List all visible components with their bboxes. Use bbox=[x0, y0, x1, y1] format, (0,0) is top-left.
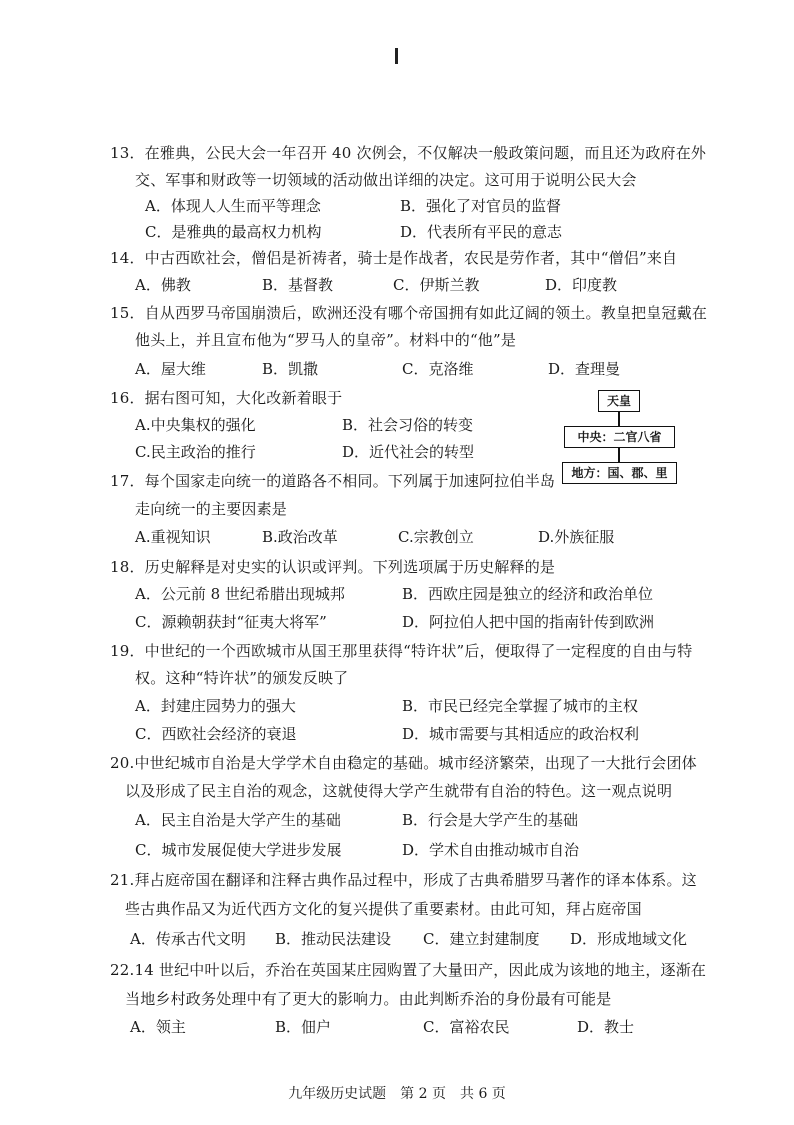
q21-option-b[interactable]: B．推动民法建设 bbox=[275, 930, 392, 948]
q19-option-d[interactable]: D．城市需要与其相适应的政治权利 bbox=[402, 725, 640, 743]
q17-option-c[interactable]: C.宗教创立 bbox=[398, 528, 474, 546]
q18-stem-line1: 18．历史解释是对史实的认识或评判。下列选项属于历史解释的是 bbox=[110, 558, 556, 576]
q16-stem-line1: 16．据右图可知，大化改新着眼于 bbox=[110, 389, 343, 407]
q15-option-d[interactable]: D．查理曼 bbox=[548, 360, 621, 378]
q22-option-b[interactable]: B．佃户 bbox=[275, 1018, 332, 1036]
q13-stem-line1: 13．在雅典，公民大会一年召开 40 次例会，不仅解决一般政策问题，而且还为政府在外 bbox=[110, 144, 707, 162]
q14-stem-line1: 14．中古西欧社会，僧侣是祈祷者，骑士是作战者，农民是劳作者，其中“僧侣”来自 bbox=[110, 249, 678, 267]
q22-option-c[interactable]: C．富裕农民 bbox=[423, 1018, 510, 1036]
diagram-emperor-box: 天皇 bbox=[598, 390, 640, 412]
q21-option-a[interactable]: A．传承古代文明 bbox=[130, 930, 246, 948]
q16-option-d[interactable]: D．近代社会的转型 bbox=[342, 443, 475, 461]
q17-stem-line1: 17．每个国家走向统一的道路各不相同。下列属于加速阿拉伯半岛 bbox=[110, 472, 556, 490]
q13-option-d[interactable]: D．代表所有平民的意志 bbox=[400, 223, 563, 241]
q17-option-a[interactable]: A.重视知识 bbox=[135, 528, 211, 546]
q18-option-c[interactable]: C．源赖朝获封“征夷大将军” bbox=[135, 613, 327, 631]
taika-reform-diagram bbox=[562, 390, 677, 490]
q14-option-c[interactable]: C．伊斯兰教 bbox=[393, 276, 480, 294]
q20-option-d[interactable]: D．学术自由推动城市自治 bbox=[402, 841, 580, 859]
q18-option-a[interactable]: A．公元前 8 世纪希腊出现城邦 bbox=[135, 585, 345, 603]
q13-option-c[interactable]: C．是雅典的最高权力机构 bbox=[145, 223, 322, 241]
q19-option-a[interactable]: A．封建庄园势力的强大 bbox=[135, 697, 296, 715]
q13-option-a[interactable]: A．体现人人生而平等理念 bbox=[145, 197, 321, 215]
q19-stem-line2: 权。这种“特许状”的颁发反映了 bbox=[135, 669, 349, 687]
q20-stem-line1: 20.中世纪城市自治是大学学术自由稳定的基础。城市经济繁荣，出现了一大批行会团体 bbox=[110, 754, 697, 772]
q18-option-b[interactable]: B．西欧庄园是独立的经济和政治单位 bbox=[402, 585, 654, 603]
q19-option-c[interactable]: C．西欧社会经济的衰退 bbox=[135, 725, 297, 743]
diagram-central-box: 中央：二官八省 bbox=[564, 426, 675, 448]
page-mark bbox=[395, 48, 398, 64]
q20-option-c[interactable]: C．城市发展促使大学进步发展 bbox=[135, 841, 342, 859]
diagram-connector-top bbox=[618, 412, 620, 426]
q14-option-b[interactable]: B．基督教 bbox=[262, 276, 334, 294]
q22-option-a[interactable]: A．领主 bbox=[130, 1018, 186, 1036]
q21-option-d[interactable]: D．形成地域文化 bbox=[570, 930, 688, 948]
q17-stem-line2: 走向统一的主要因素是 bbox=[135, 500, 288, 518]
q22-stem-line2: 当地乡村政务处理中有了更大的影响力。由此判断乔治的身份最有可能是 bbox=[125, 990, 612, 1008]
q21-stem-line2: 些古典作品又为近代西方文化的复兴提供了重要素材。由此可知，拜占庭帝国 bbox=[125, 900, 642, 918]
q15-option-c[interactable]: C．克洛维 bbox=[402, 360, 474, 378]
q15-stem-line1: 15．自从西罗马帝国崩溃后，欧洲还没有哪个帝国拥有如此辽阔的领土。教皇把皇冠戴在 bbox=[110, 304, 708, 322]
q14-option-a[interactable]: A．佛教 bbox=[135, 276, 191, 294]
q20-option-a[interactable]: A．民主自治是大学产生的基础 bbox=[135, 811, 341, 829]
page-footer: 九年级历史试题 第 2 页 共 6 页 bbox=[288, 1086, 506, 1102]
q15-option-b[interactable]: B．凯撒 bbox=[262, 360, 319, 378]
q18-option-d[interactable]: D．阿拉伯人把中国的指南针传到欧洲 bbox=[402, 613, 655, 631]
q15-stem-line2: 他头上，并且宣布他为“罗马人的皇帝”。材料中的“他”是 bbox=[135, 331, 517, 349]
q16-option-c[interactable]: C.民主政治的推行 bbox=[135, 443, 256, 461]
q19-option-b[interactable]: B．市民已经完全掌握了城市的主权 bbox=[402, 697, 639, 715]
q17-option-d[interactable]: D.外族征服 bbox=[538, 528, 615, 546]
q22-stem-line1: 22.14 世纪中叶以后，乔治在英国某庄园购置了大量田产，因此成为该地的地主，逐渐在 bbox=[110, 961, 707, 979]
diagram-connector-bottom bbox=[618, 448, 620, 462]
q17-option-b[interactable]: B.政治改革 bbox=[262, 528, 338, 546]
q19-stem-line1: 19．中世纪的一个西欧城市从国王那里获得“特许状”后，便取得了一定程度的自由与特 bbox=[110, 642, 693, 660]
q20-option-b[interactable]: B．行会是大学产生的基础 bbox=[402, 811, 579, 829]
q13-option-b[interactable]: B．强化了对官员的监督 bbox=[400, 197, 562, 215]
q15-option-a[interactable]: A．屋大维 bbox=[135, 360, 206, 378]
q14-option-d[interactable]: D．印度教 bbox=[545, 276, 618, 294]
diagram-local-box: 地方：国、郡、里 bbox=[562, 462, 677, 484]
q16-option-a[interactable]: A.中央集权的强化 bbox=[135, 416, 256, 434]
q16-option-b[interactable]: B．社会习俗的转变 bbox=[342, 416, 474, 434]
q13-stem-line2: 交、军事和财政等一切领域的活动做出详细的决定。这可用于说明公民大会 bbox=[135, 171, 637, 189]
q21-option-c[interactable]: C．建立封建制度 bbox=[423, 930, 540, 948]
q22-option-d[interactable]: D．教士 bbox=[577, 1018, 635, 1036]
q20-stem-line2: 以及形成了民主自治的观念，这就使得大学产生就带有自治的特色。这一观点说明 bbox=[125, 782, 673, 800]
q21-stem-line1: 21.拜占庭帝国在翻译和注释古典作品过程中，形成了古典希腊罗马著作的译本体系。这 bbox=[110, 871, 697, 889]
